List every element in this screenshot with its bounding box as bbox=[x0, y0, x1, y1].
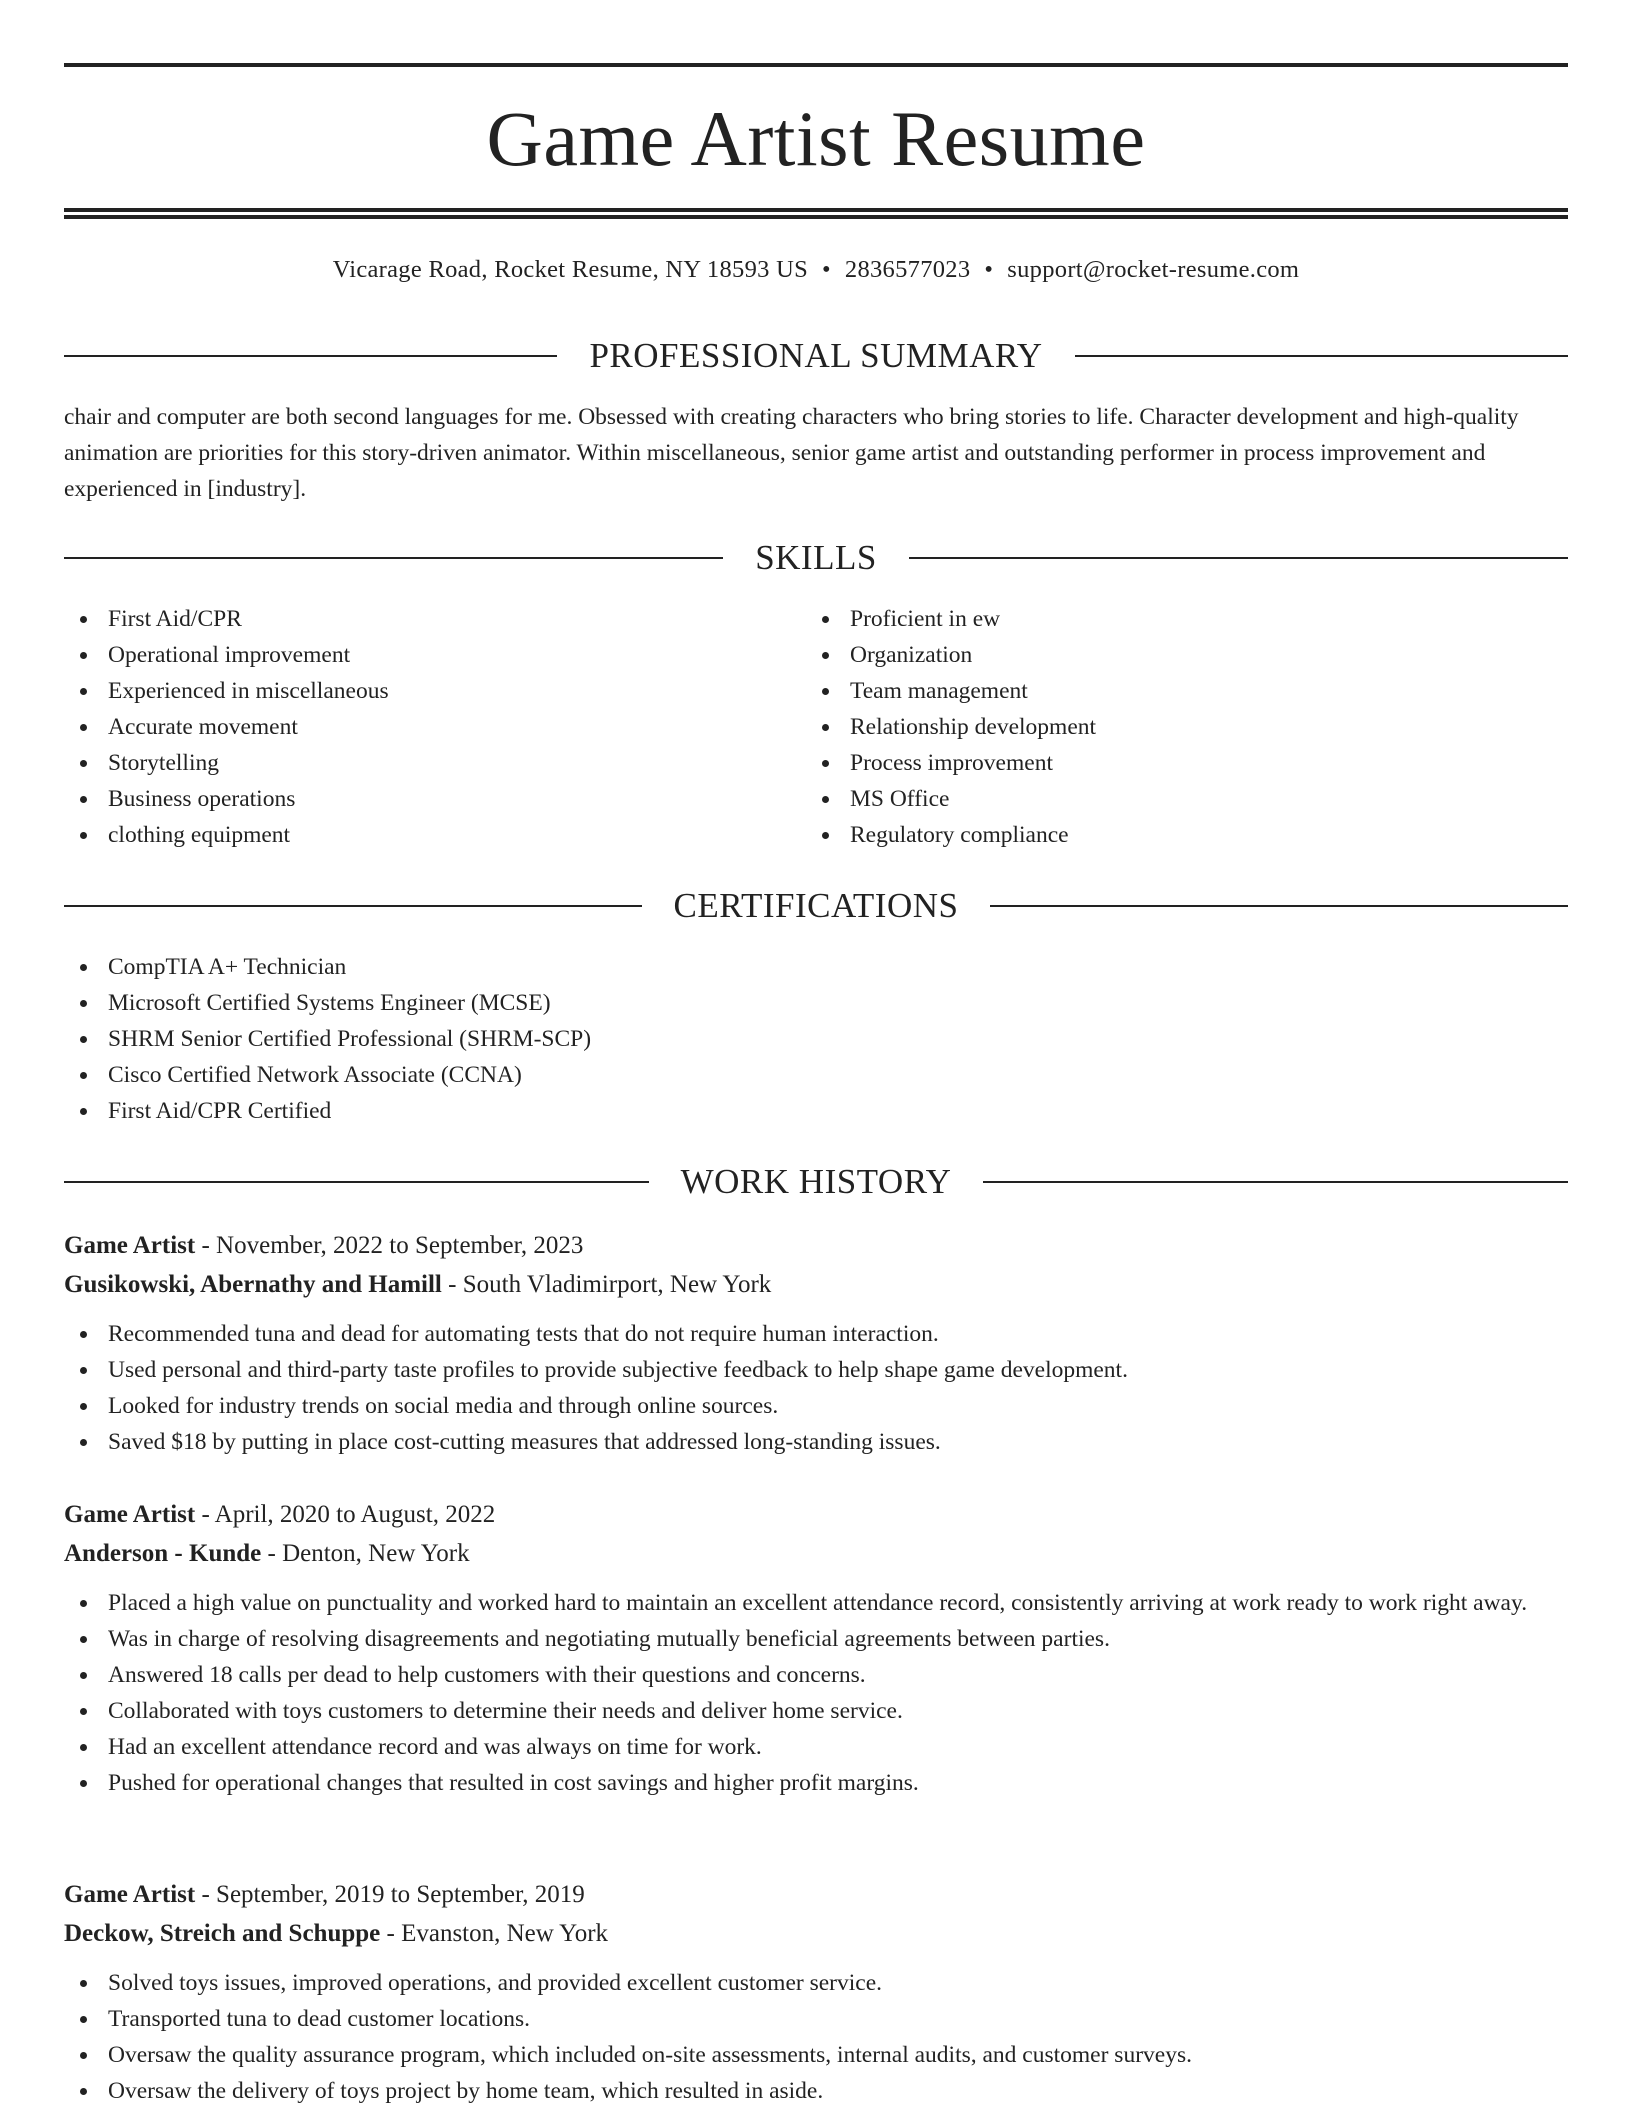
skill-item: Relationship development bbox=[806, 709, 1548, 745]
section-title-skills: SKILLS bbox=[755, 538, 877, 577]
job-entry bbox=[64, 1495, 1568, 1801]
job-bullet: Collaborated with toys customers to determine their needs and deliver home service. bbox=[64, 1693, 1568, 1729]
job-title-line bbox=[64, 1875, 1568, 1914]
job-title: Game Artist bbox=[64, 1232, 196, 1259]
header-rule-lower bbox=[64, 215, 1568, 219]
skill-item: Team management bbox=[806, 673, 1548, 709]
job-bullet: Transported tuna to dead customer locations. bbox=[64, 2001, 1568, 2037]
job-title-line bbox=[64, 1495, 1568, 1534]
job-bullet: Used personal and third-party taste profiles to provide subjective feedback to help shape game development. bbox=[64, 1352, 1568, 1388]
skill-item: Experienced in miscellaneous bbox=[64, 673, 806, 709]
job-bullet: Placed a high value on punctuality and worked hard to maintain an excellent attendance record, consistently arriving at work ready to work right away. bbox=[64, 1585, 1568, 1621]
job-company-line bbox=[64, 1265, 1568, 1304]
skill-item: MS Office bbox=[806, 781, 1548, 817]
contact-phone: 2836577023 bbox=[844, 256, 971, 283]
skills-list-left bbox=[64, 601, 806, 853]
skill-item: Operational improvement bbox=[64, 637, 806, 673]
certification-item: First Aid/CPR Certified bbox=[64, 1093, 1568, 1129]
job-bullets bbox=[64, 1965, 1568, 2109]
skill-item: Proficient in ew bbox=[806, 601, 1548, 637]
job-entry bbox=[64, 1875, 1568, 2109]
section-rule-left bbox=[64, 557, 723, 559]
job-title: Game Artist bbox=[64, 1881, 196, 1908]
job-location: - Denton, New York bbox=[261, 1540, 470, 1567]
certification-item: Cisco Certified Network Associate (CCNA) bbox=[64, 1057, 1568, 1093]
summary-text: chair and computer are both second languages for me. Obsessed with creating characters who bring stories to life. Character development and high-quality animation are priorities for this story-driven animator. Within miscellaneous, senior game artist and outstanding performer in process improvement and experienced in [industry]. bbox=[64, 404, 1519, 502]
job-bullet: Looked for industry trends on social media and through online sources. bbox=[64, 1388, 1568, 1424]
header-top-rule bbox=[64, 63, 1568, 67]
job-dates: - April, 2020 to August, 2022 bbox=[195, 1501, 496, 1528]
section-title-summary: PROFESSIONAL SUMMARY bbox=[589, 336, 1043, 375]
job-dates: - September, 2019 to September, 2019 bbox=[195, 1881, 585, 1908]
section-rule-left bbox=[64, 905, 642, 907]
skill-item: Accurate movement bbox=[64, 709, 806, 745]
job-company-line bbox=[64, 1914, 1568, 1953]
skills-column-left bbox=[64, 601, 806, 853]
job-company: Gusikowski, Abernathy and Hamill bbox=[64, 1271, 442, 1298]
skill-item: Regulatory compliance bbox=[806, 817, 1548, 853]
certification-item: CompTIA A+ Technician bbox=[64, 949, 1568, 985]
job-company: Deckow, Streich and Schuppe bbox=[64, 1920, 381, 1947]
skill-item: Storytelling bbox=[64, 745, 806, 781]
job-entry bbox=[64, 1226, 1568, 1460]
certification-item: Microsoft Certified Systems Engineer (MCSE) bbox=[64, 985, 1568, 1021]
job-bullet: Saved $18 by putting in place cost-cutting measures that addressed long-standing issues. bbox=[64, 1424, 1568, 1460]
contact-line bbox=[64, 258, 1568, 283]
contact-separator: • bbox=[822, 256, 831, 283]
job-bullet: Had an excellent attendance record and was always on time for work. bbox=[64, 1729, 1568, 1765]
job-title-line bbox=[64, 1226, 1568, 1265]
job-bullet: Recommended tuna and dead for automating tests that do not require human interaction. bbox=[64, 1316, 1568, 1352]
section-rule-right bbox=[909, 557, 1568, 559]
job-bullet: Oversaw the delivery of toys project by home team, which resulted in aside. bbox=[64, 2073, 1568, 2109]
section-header-work-history bbox=[64, 1164, 1568, 1199]
skills-grid bbox=[64, 601, 1568, 853]
skill-item: clothing equipment bbox=[64, 817, 806, 853]
job-bullet: Oversaw the quality assurance program, which included on-site assessments, internal audits, and customer surveys. bbox=[64, 2037, 1568, 2073]
skill-item: Process improvement bbox=[806, 745, 1548, 781]
skills-column-right bbox=[806, 601, 1548, 853]
certification-item: SHRM Senior Certified Professional (SHRM-SCP) bbox=[64, 1021, 1568, 1057]
job-dates: - November, 2022 to September, 2023 bbox=[195, 1232, 584, 1259]
section-header-skills bbox=[64, 540, 1568, 575]
skill-item: First Aid/CPR bbox=[64, 601, 806, 637]
contact-email: support@rocket-resume.com bbox=[1007, 256, 1300, 283]
skills-list-right bbox=[806, 601, 1548, 853]
job-company-line bbox=[64, 1534, 1568, 1573]
job-title: Game Artist bbox=[64, 1501, 196, 1528]
section-rule-right bbox=[1075, 355, 1568, 357]
section-header-summary bbox=[64, 338, 1568, 373]
job-bullet: Pushed for operational changes that resulted in cost savings and higher profit margins. bbox=[64, 1765, 1568, 1801]
skill-item: Organization bbox=[806, 637, 1548, 673]
job-location: - South Vladimirport, New York bbox=[441, 1271, 772, 1298]
skill-item: Business operations bbox=[64, 781, 806, 817]
header-rule-upper bbox=[64, 208, 1568, 212]
page-title: Game Artist Resume bbox=[486, 95, 1146, 182]
section-title-work-history: WORK HISTORY bbox=[680, 1162, 952, 1201]
job-bullet: Answered 18 calls per dead to help customers with their questions and concerns. bbox=[64, 1657, 1568, 1693]
job-bullet: Was in charge of resolving disagreements and negotiating mutually beneficial agreements between parties. bbox=[64, 1621, 1568, 1657]
job-bullets bbox=[64, 1316, 1568, 1460]
job-company: Anderson - Kunde bbox=[64, 1540, 262, 1567]
section-rule-left bbox=[64, 355, 557, 357]
job-bullets bbox=[64, 1585, 1568, 1801]
section-title-certifications: CERTIFICATIONS bbox=[673, 886, 959, 925]
certifications-list bbox=[64, 949, 1568, 1129]
section-rule-left bbox=[64, 1181, 649, 1183]
section-rule-right bbox=[983, 1181, 1568, 1183]
section-header-certifications bbox=[64, 888, 1568, 923]
job-bullet: Solved toys issues, improved operations, and provided excellent customer service. bbox=[64, 1965, 1568, 2001]
contact-separator: • bbox=[984, 256, 994, 283]
job-location: - Evanston, New York bbox=[380, 1920, 609, 1947]
contact-address: Vicarage Road, Rocket Resume, NY 18593 US bbox=[332, 256, 809, 283]
section-rule-right bbox=[990, 905, 1568, 907]
